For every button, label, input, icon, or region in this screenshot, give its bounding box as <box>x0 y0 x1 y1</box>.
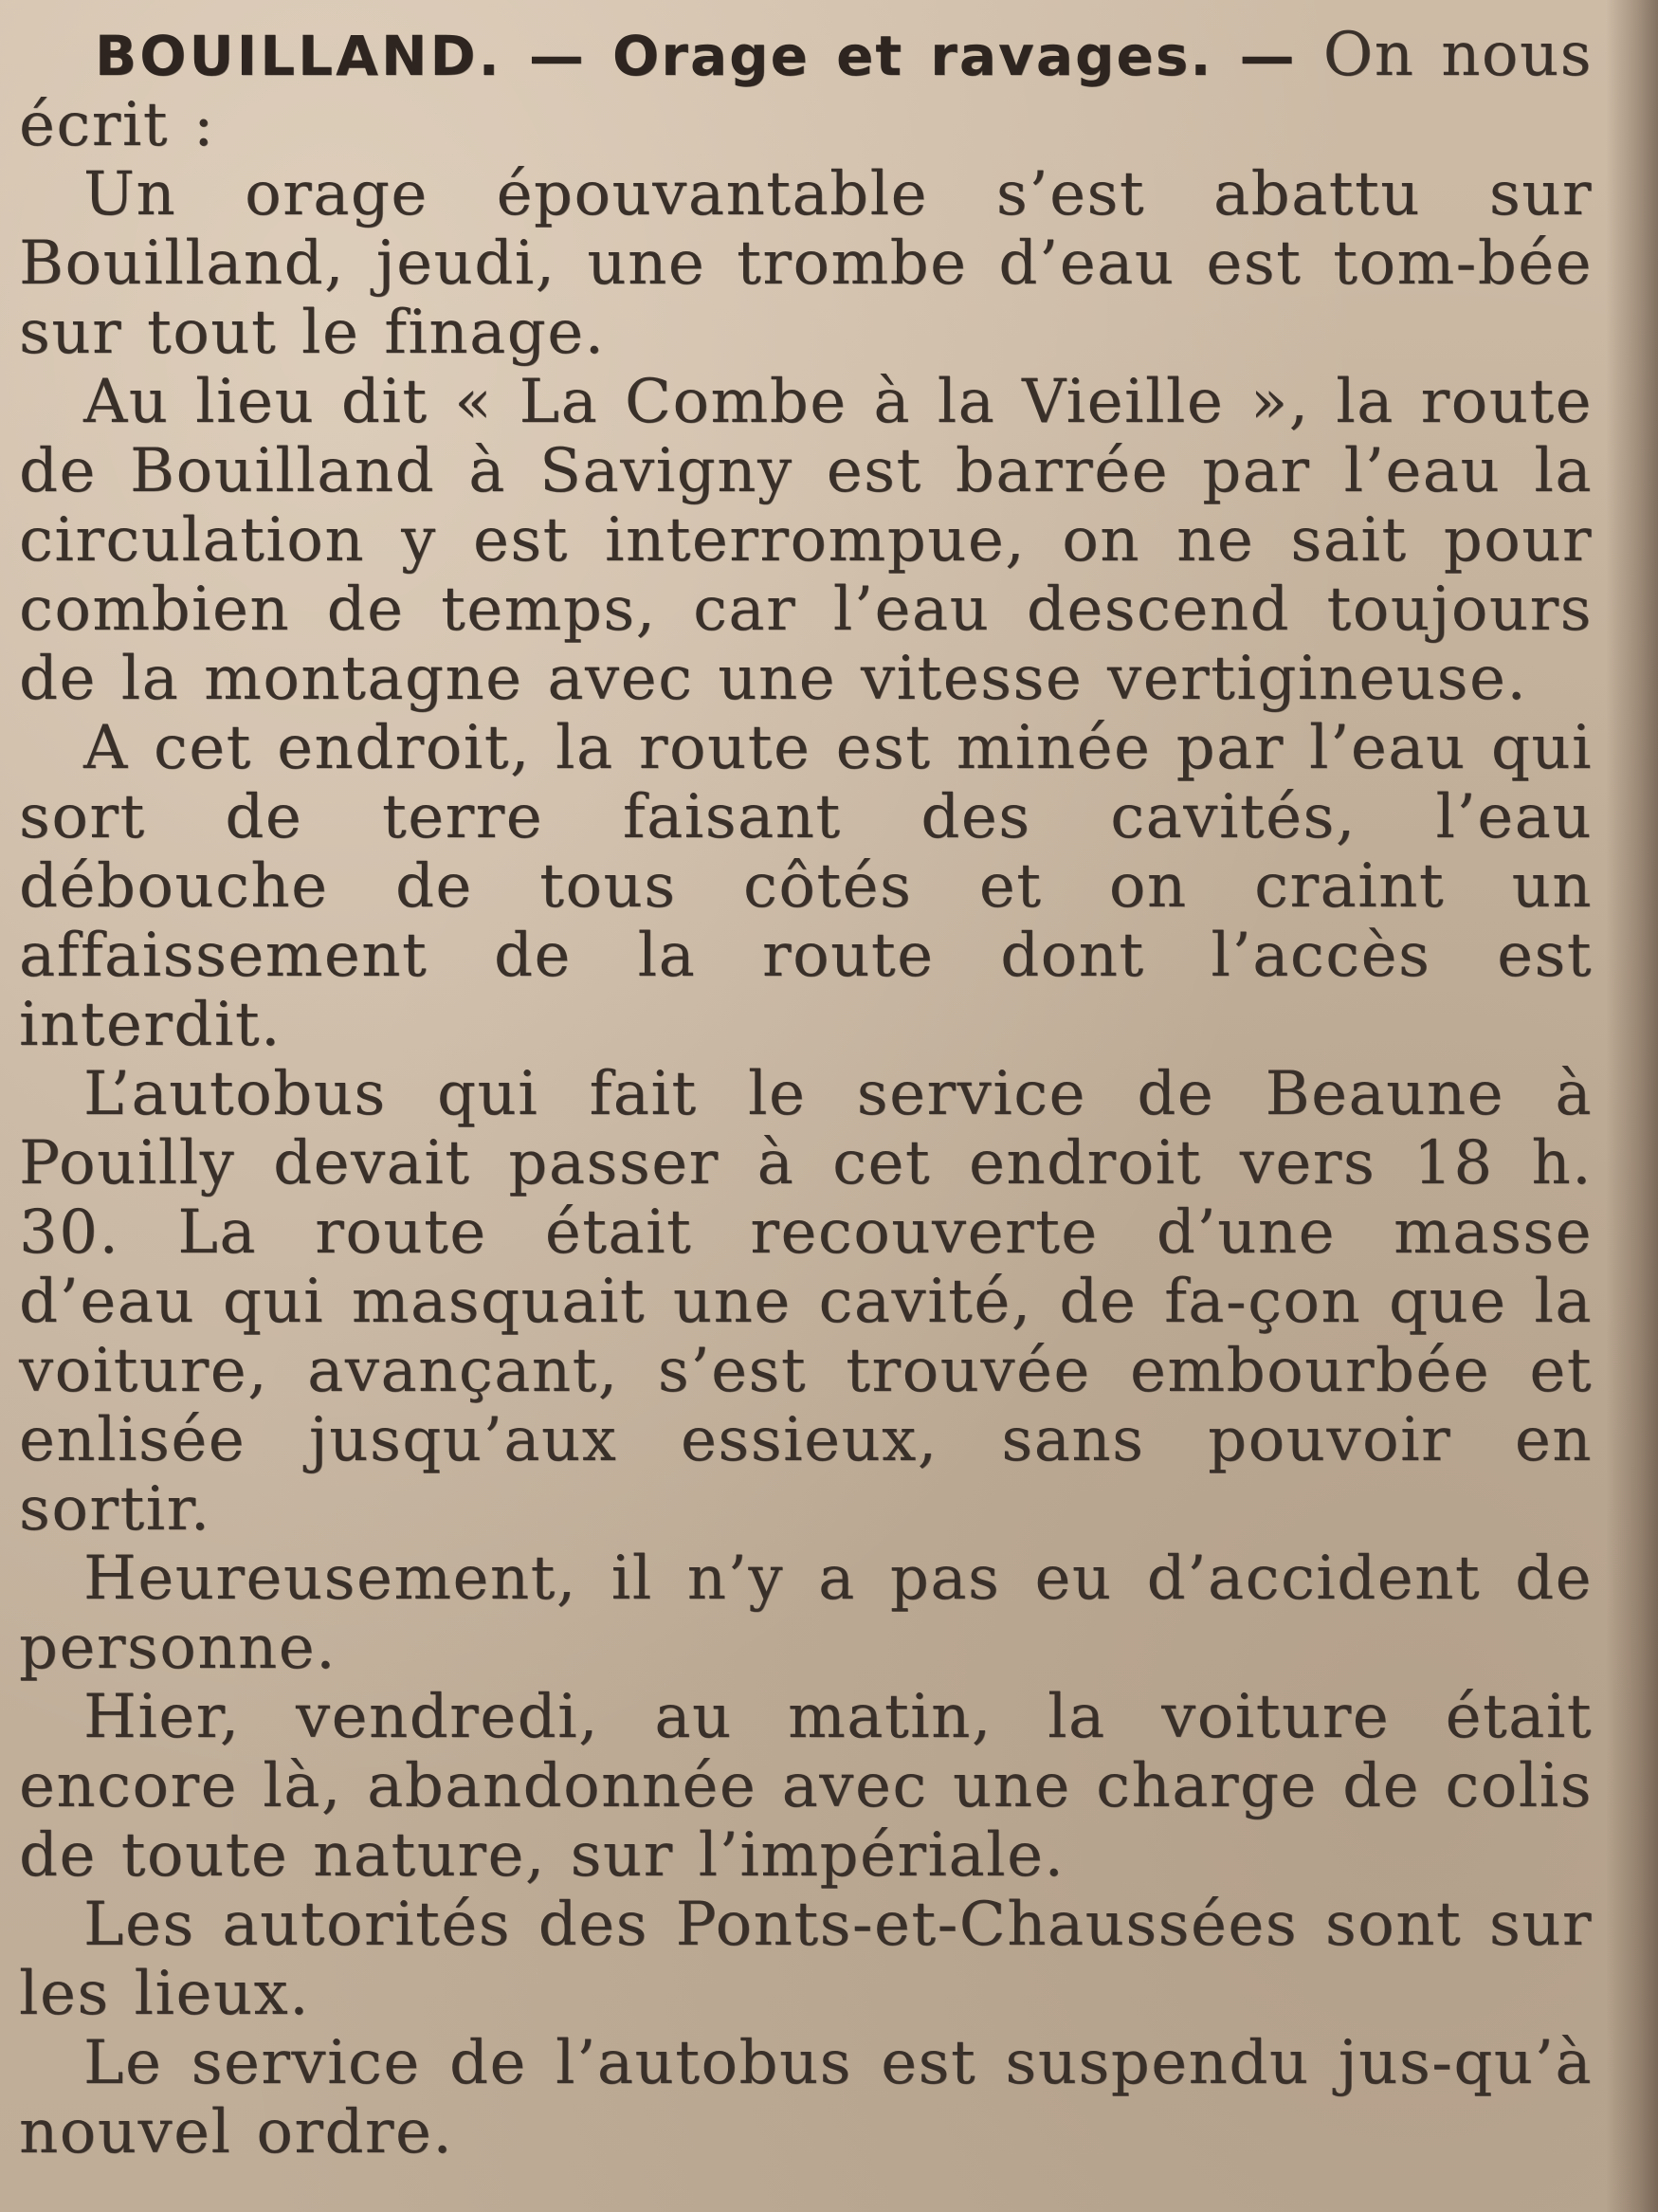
article-subheadline: Orage et ravages. <box>612 24 1213 88</box>
article-paragraph-3: A cet endroit, la route est minée par l’eau qui sort de terre faisant des cavités, l’eau débouche de tous côtés et on craint un affaissement de la route dont l’accès est interdit. <box>19 713 1593 1060</box>
article-paragraph-2: Au lieu dit « La Combe à la Vieille », la route de Bouilland à Savigny est barrée par l’eau la circulation y est interrompue, on ne sait pour combien de temps, car l’eau descend toujours de la montagne avec une vitesse vertigineuse. <box>19 367 1593 714</box>
article-paragraph-1: Un orage épouvantable s’est abattu sur Bouilland, jeudi, une trombe d’eau est tom-bée sur tout le finage. <box>19 159 1593 368</box>
article-paragraph-5: Heureusement, il n’y a pas eu d’accident de personne. <box>19 1544 1593 1683</box>
article-paragraph-6: Hier, vendredi, au matin, la voiture était encore là, abandonnée avec une charge de colis de toute nature, sur l’impériale. <box>19 1682 1593 1891</box>
article-lead-text: On nous écrit : <box>19 20 1594 160</box>
article-paragraph-7: Les autorités des Ponts-et-Chaussées sont sur les lieux. <box>19 1890 1593 2029</box>
subheadline-dash: — <box>1212 24 1323 88</box>
article-paragraph-8: Le service de l’autobus est suspendu jus-qu’à nouvel ordre. <box>19 2028 1593 2167</box>
headline-dash: — <box>501 24 613 88</box>
article-headline: BOUILLAND. <box>95 24 502 88</box>
article-lead-paragraph <box>19 21 1593 160</box>
page-edge-shadow <box>1606 0 1658 2212</box>
article-paragraph-4: L’autobus qui fait le service de Beaune à Pouilly devait passer à cet endroit vers 18 h. 30. La route était recouverte d’une masse d’eau qui masquait une cavité, de fa-çon que la voiture, avançant, s’est trouvée embourbée et enlisée jusqu’aux essieux, sans pouvoir en sortir. <box>19 1059 1593 1545</box>
article-column <box>19 21 1593 2167</box>
